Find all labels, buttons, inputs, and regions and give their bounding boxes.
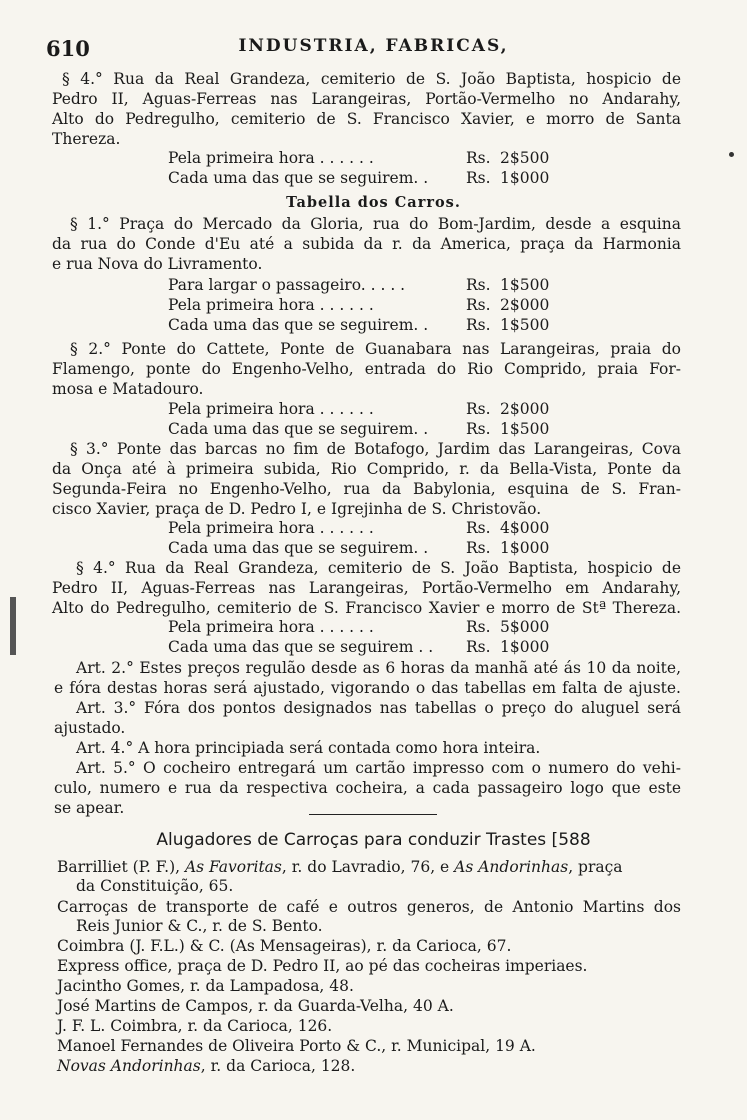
entry-line: Jacintho Gomes, r. da Lampadosa, 48.: [57, 977, 354, 995]
running-head: INDUSTRIA, FABRICAS,: [238, 36, 509, 56]
price-label: Pela primeira hora . . . . . .: [168, 618, 374, 636]
text-line: Pedro II, Aguas-Ferreas nas Larangeiras, Portão-Vermelho em Andarahy,: [52, 579, 681, 597]
price-value: 1$000: [500, 169, 550, 187]
text-line: § 4.° Rua da Real Grandeza, cemiterio de S. João Baptista, hospicio de: [76, 559, 681, 577]
entry-line: Reis Junior & C., r. de S. Bento.: [76, 917, 323, 935]
text-line: Alto do Pedregulho, cemiterio de S. Francisco Xavier e morro de Stª Thereza.: [52, 599, 681, 617]
section-rule: [309, 814, 437, 815]
price-rs: Rs.: [466, 618, 491, 636]
price-rs: Rs.: [466, 149, 491, 167]
entry-line: Express office, praça de D. Pedro II, ao pé das cocheiras imperiaes.: [57, 957, 588, 975]
price-label: Pela primeira hora . . . . . .: [168, 400, 374, 418]
price-label: Cada uma das que se seguirem. .: [168, 169, 429, 187]
price-rs: Rs.: [466, 638, 491, 656]
text-line: cisco Xavier, praça de D. Pedro I, e Igrejinha de S. Christovão.: [52, 500, 542, 518]
price-label: Cada uma das que se seguirem. .: [168, 539, 429, 557]
text-line: § 4.° Rua da Real Grandeza, cemiterio de S. João Baptista, hospicio de: [62, 70, 681, 88]
price-value: 1$500: [500, 276, 550, 294]
text-line: Flamengo, ponte do Engenho-Velho, entrada do Rio Comprido, praia For-: [52, 360, 681, 378]
price-value: 2$000: [500, 296, 550, 314]
article-line: Art. 2.° Estes preços regulão desde as 6 horas da manhã até ás 10 da noite,: [76, 659, 681, 677]
page-number: 610: [46, 36, 90, 61]
price-value: 4$000: [500, 519, 550, 537]
price-label: Pela primeira hora . . . . . .: [168, 296, 374, 314]
price-value: 2$500: [500, 149, 550, 167]
price-label: Cada uma das que se seguirem . .: [168, 638, 434, 656]
price-value: 1$500: [500, 420, 550, 438]
entry-line: Novas Andorinhas, r. da Carioca, 128.: [57, 1057, 356, 1075]
price-rs: Rs.: [466, 276, 491, 294]
text-line: Thereza.: [52, 130, 121, 148]
entry-line: Manoel Fernandes de Oliveira Porto & C., r. Municipal, 19 A.: [57, 1037, 536, 1055]
article-line: Art. 3.° Fóra dos pontos designados nas tabellas o preço do aluguel será: [76, 699, 681, 717]
price-value: 1$500: [500, 316, 550, 334]
price-value: 1$000: [500, 638, 550, 656]
article-line: culo, numero e rua da respectiva cocheira, a cada passageiro logo que este: [54, 779, 681, 797]
article-line: se apear.: [54, 799, 125, 817]
margin-dot: [729, 152, 734, 157]
price-label: Pela primeira hora . . . . . .: [168, 519, 374, 537]
price-label: Cada uma das que se seguirem. .: [168, 316, 429, 334]
text-line: § 2.° Ponte do Cattete, Ponte de Guanabara nas Larangeiras, praia do: [70, 340, 681, 358]
article-line: ajustado.: [54, 719, 126, 737]
text-line: da rua do Conde d'Eu até a subida da r. da America, praça da Harmonia: [52, 235, 681, 253]
price-rs: Rs.: [466, 169, 491, 187]
text-line: Pedro II, Aguas-Ferreas nas Larangeiras, Portão-Vermelho no Andarahy,: [52, 90, 681, 108]
price-rs: Rs.: [466, 400, 491, 418]
entry-line: Coimbra (J. F.L.) & C. (As Mensageiras), r. da Carioca, 67.: [57, 937, 512, 955]
text-line: Alto do Pedregulho, cemiterio de S. Francisco Xavier, e morro de Santa: [52, 110, 681, 128]
entry-line: Carroças de transporte de café e outros generos, de Antonio Martins dos: [57, 898, 681, 916]
text-line: § 3.° Ponte das barcas no fim de Botafogo, Jardim das Larangeiras, Cova: [70, 440, 681, 458]
carrocas-heading: Alugadores de Carroças para conduzir Trastes [588: [156, 830, 591, 850]
price-label: Pela primeira hora . . . . . .: [168, 149, 374, 167]
price-value: 2$000: [500, 400, 550, 418]
article-line: Art. 5.° O cocheiro entregará um cartão impresso com o numero do vehi-: [76, 759, 681, 777]
price-value: 5$000: [500, 618, 550, 636]
price-label: Para largar o passageiro. . . . .: [168, 276, 406, 294]
text-line: mosa e Matadouro.: [52, 380, 204, 398]
article-line: Art. 4.° A hora principiada será contada como hora inteira.: [76, 739, 541, 757]
text-line: § 1.° Praça do Mercado da Gloria, rua do Bom-Jardim, desde a esquina: [70, 215, 681, 233]
margin-smudge: [10, 597, 16, 655]
entry-line: da Constituição, 65.: [76, 877, 234, 895]
article-line: e fóra destas horas será ajustado, vigorando o das tabellas em falta de ajuste.: [54, 679, 681, 697]
entry-line: J. F. L. Coimbra, r. da Carioca, 126.: [57, 1017, 333, 1035]
price-rs: Rs.: [466, 296, 491, 314]
text-line: Segunda-Feira no Engenho-Velho, rua da Babylonia, esquina de S. Fran-: [52, 480, 681, 498]
price-rs: Rs.: [466, 539, 491, 557]
price-rs: Rs.: [466, 420, 491, 438]
text-line: da Onça até à primeira subida, Rio Comprido, r. da Bella-Vista, Ponte da: [52, 460, 681, 478]
entry-line: Barrilliet (P. F.), As Favoritas, r. do Lavradio, 76, e As Andorinhas, praça: [57, 858, 623, 876]
carros-heading: Tabella dos Carros.: [286, 194, 461, 211]
price-value: 1$000: [500, 539, 550, 557]
text-line: e rua Nova do Livramento.: [52, 255, 263, 273]
price-rs: Rs.: [466, 519, 491, 537]
price-label: Cada uma das que se seguirem. .: [168, 420, 429, 438]
price-rs: Rs.: [466, 316, 491, 334]
entry-line: José Martins de Campos, r. da Guarda-Velha, 40 A.: [57, 997, 454, 1015]
